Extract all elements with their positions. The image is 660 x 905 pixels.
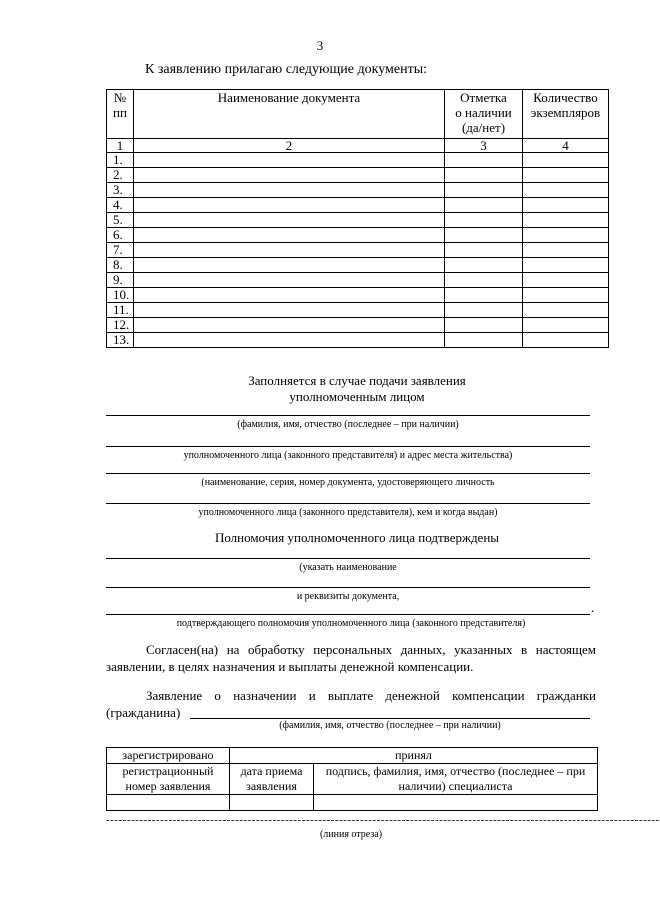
table-row <box>107 153 609 168</box>
representative-id-issued-line[interactable] <box>106 503 590 504</box>
copies-cell[interactable] <box>523 228 609 243</box>
copies-cell[interactable] <box>523 183 609 198</box>
specialist-label: подпись, фамилия, имя, отчество (последнее – при наличии) специалиста <box>314 764 598 795</box>
availability-cell[interactable] <box>445 153 523 168</box>
table-row <box>107 198 609 213</box>
reg-number-label: регистрационный номер заявления <box>107 764 230 795</box>
attachments-intro: К заявлению прилагаю следующие документы: <box>145 62 428 77</box>
documents-table <box>106 89 609 348</box>
consent-text: Согласен(на) на обработку персональных данных, указанных в настоящем заявлении, в целях назначения и выплаты денежной компенсации. <box>106 642 596 674</box>
availability-cell[interactable] <box>445 168 523 183</box>
row-number: 4. <box>107 198 134 213</box>
table-row <box>107 303 609 318</box>
column-number: 3 <box>445 139 523 153</box>
copies-cell[interactable] <box>523 213 609 228</box>
row-number: 1. <box>107 153 134 168</box>
copies-cell[interactable] <box>523 153 609 168</box>
document-name-cell[interactable] <box>134 333 445 348</box>
representative-name-caption: (фамилия, имя, отчество (последнее – при наличии) <box>237 419 459 430</box>
representative-id-issued-caption: уполномоченного лица (законного представителя), кем и когда выдан) <box>198 507 498 518</box>
authority-period: . <box>591 600 595 615</box>
document-name-cell[interactable] <box>134 213 445 228</box>
reg-number-cell[interactable] <box>107 795 230 811</box>
table-row <box>107 243 609 258</box>
row-number: 2. <box>107 168 134 183</box>
header-document-name: Наименование документа <box>134 90 445 139</box>
copies-cell[interactable] <box>523 198 609 213</box>
availability-cell[interactable] <box>445 213 523 228</box>
row-number: 7. <box>107 243 134 258</box>
representative-heading-line1: Заполняется в случае подачи заявления <box>248 373 466 388</box>
availability-cell[interactable] <box>445 273 523 288</box>
document-name-cell[interactable] <box>134 258 445 273</box>
availability-cell[interactable] <box>445 288 523 303</box>
row-number: 5. <box>107 213 134 228</box>
applicant-name-line[interactable] <box>190 718 590 719</box>
copies-cell[interactable] <box>523 258 609 273</box>
accepted-label: принял <box>230 748 598 764</box>
table-row <box>107 228 609 243</box>
document-name-cell[interactable] <box>134 318 445 333</box>
authority-doc-details-line[interactable] <box>106 587 590 588</box>
copies-cell[interactable] <box>523 288 609 303</box>
document-name-cell[interactable] <box>134 198 445 213</box>
copies-cell[interactable] <box>523 303 609 318</box>
copies-cell[interactable] <box>523 273 609 288</box>
availability-cell[interactable] <box>445 333 523 348</box>
copies-cell[interactable] <box>523 243 609 258</box>
document-name-cell[interactable] <box>134 288 445 303</box>
cut-line: ------------------------------------------------------------------------------------------------------------------------------------- <box>106 814 660 826</box>
column-number: 2 <box>134 139 445 153</box>
representative-address-line[interactable] <box>106 446 590 447</box>
table-row <box>107 288 609 303</box>
header-availability: Отметка о наличии (да/нет) <box>445 90 523 139</box>
table-row <box>107 258 609 273</box>
document-name-cell[interactable] <box>134 243 445 258</box>
row-number: 12. <box>107 318 134 333</box>
row-number: 10. <box>107 288 134 303</box>
copies-cell[interactable] <box>523 318 609 333</box>
table-row <box>107 183 609 198</box>
registration-table <box>106 747 598 811</box>
representative-name-line[interactable] <box>106 415 590 416</box>
representative-address-caption: уполномоченного лица (законного представителя) и адрес места жительства) <box>183 450 513 461</box>
representative-heading-line2: уполномоченным лицом <box>289 389 425 404</box>
authority-heading: Полномочия уполномоченного лица подтверждены <box>214 530 500 545</box>
representative-id-line[interactable] <box>106 473 590 474</box>
header-number: № пп <box>107 90 134 139</box>
specialist-cell[interactable] <box>314 795 598 811</box>
document-name-cell[interactable] <box>134 303 445 318</box>
cut-line-label: (линия отреза) <box>319 829 383 840</box>
document-name-cell[interactable] <box>134 273 445 288</box>
row-number: 8. <box>107 258 134 273</box>
table-row <box>107 333 609 348</box>
availability-cell[interactable] <box>445 198 523 213</box>
document-name-cell[interactable] <box>134 153 445 168</box>
document-name-cell[interactable] <box>134 168 445 183</box>
table-row <box>107 273 609 288</box>
copies-cell[interactable] <box>523 168 609 183</box>
column-number: 1 <box>107 139 134 153</box>
authority-doc-confirm-line[interactable] <box>106 614 590 615</box>
row-number: 13. <box>107 333 134 348</box>
availability-cell[interactable] <box>445 318 523 333</box>
applicant-name-caption: (фамилия, имя, отчество (последнее – при наличии) <box>279 720 501 731</box>
availability-cell[interactable] <box>445 183 523 198</box>
authority-doc-confirm-caption: подтверждающего полномочия уполномоченного лица (законного представителя) <box>176 618 526 629</box>
document-name-cell[interactable] <box>134 228 445 243</box>
table-row <box>107 318 609 333</box>
row-number: 11. <box>107 303 134 318</box>
column-number: 4 <box>523 139 609 153</box>
header-copies: Количество экземпляров <box>523 90 609 139</box>
application-text: Заявление о назначении и выплате денежной компенсации гражданки (гражданина) <box>106 688 596 720</box>
row-number: 9. <box>107 273 134 288</box>
row-number: 3. <box>107 183 134 198</box>
authority-doc-details-caption: и реквизиты документа, <box>296 591 400 602</box>
authority-doc-name-caption: (указать наименование <box>299 562 397 573</box>
copies-cell[interactable] <box>523 333 609 348</box>
authority-doc-name-line[interactable] <box>106 558 590 559</box>
table-row <box>107 168 609 183</box>
document-name-cell[interactable] <box>134 183 445 198</box>
row-number: 6. <box>107 228 134 243</box>
page-number: 3 <box>316 38 324 53</box>
representative-id-caption: (наименование, серия, номер документа, удостоверяющего личность <box>201 477 495 488</box>
availability-cell[interactable] <box>445 258 523 273</box>
registered-label: зарегистрировано <box>107 748 230 764</box>
table-row <box>107 213 609 228</box>
availability-cell[interactable] <box>445 303 523 318</box>
availability-cell[interactable] <box>445 243 523 258</box>
date-cell[interactable] <box>230 795 314 811</box>
date-label: дата приема заявления <box>230 764 314 795</box>
availability-cell[interactable] <box>445 228 523 243</box>
